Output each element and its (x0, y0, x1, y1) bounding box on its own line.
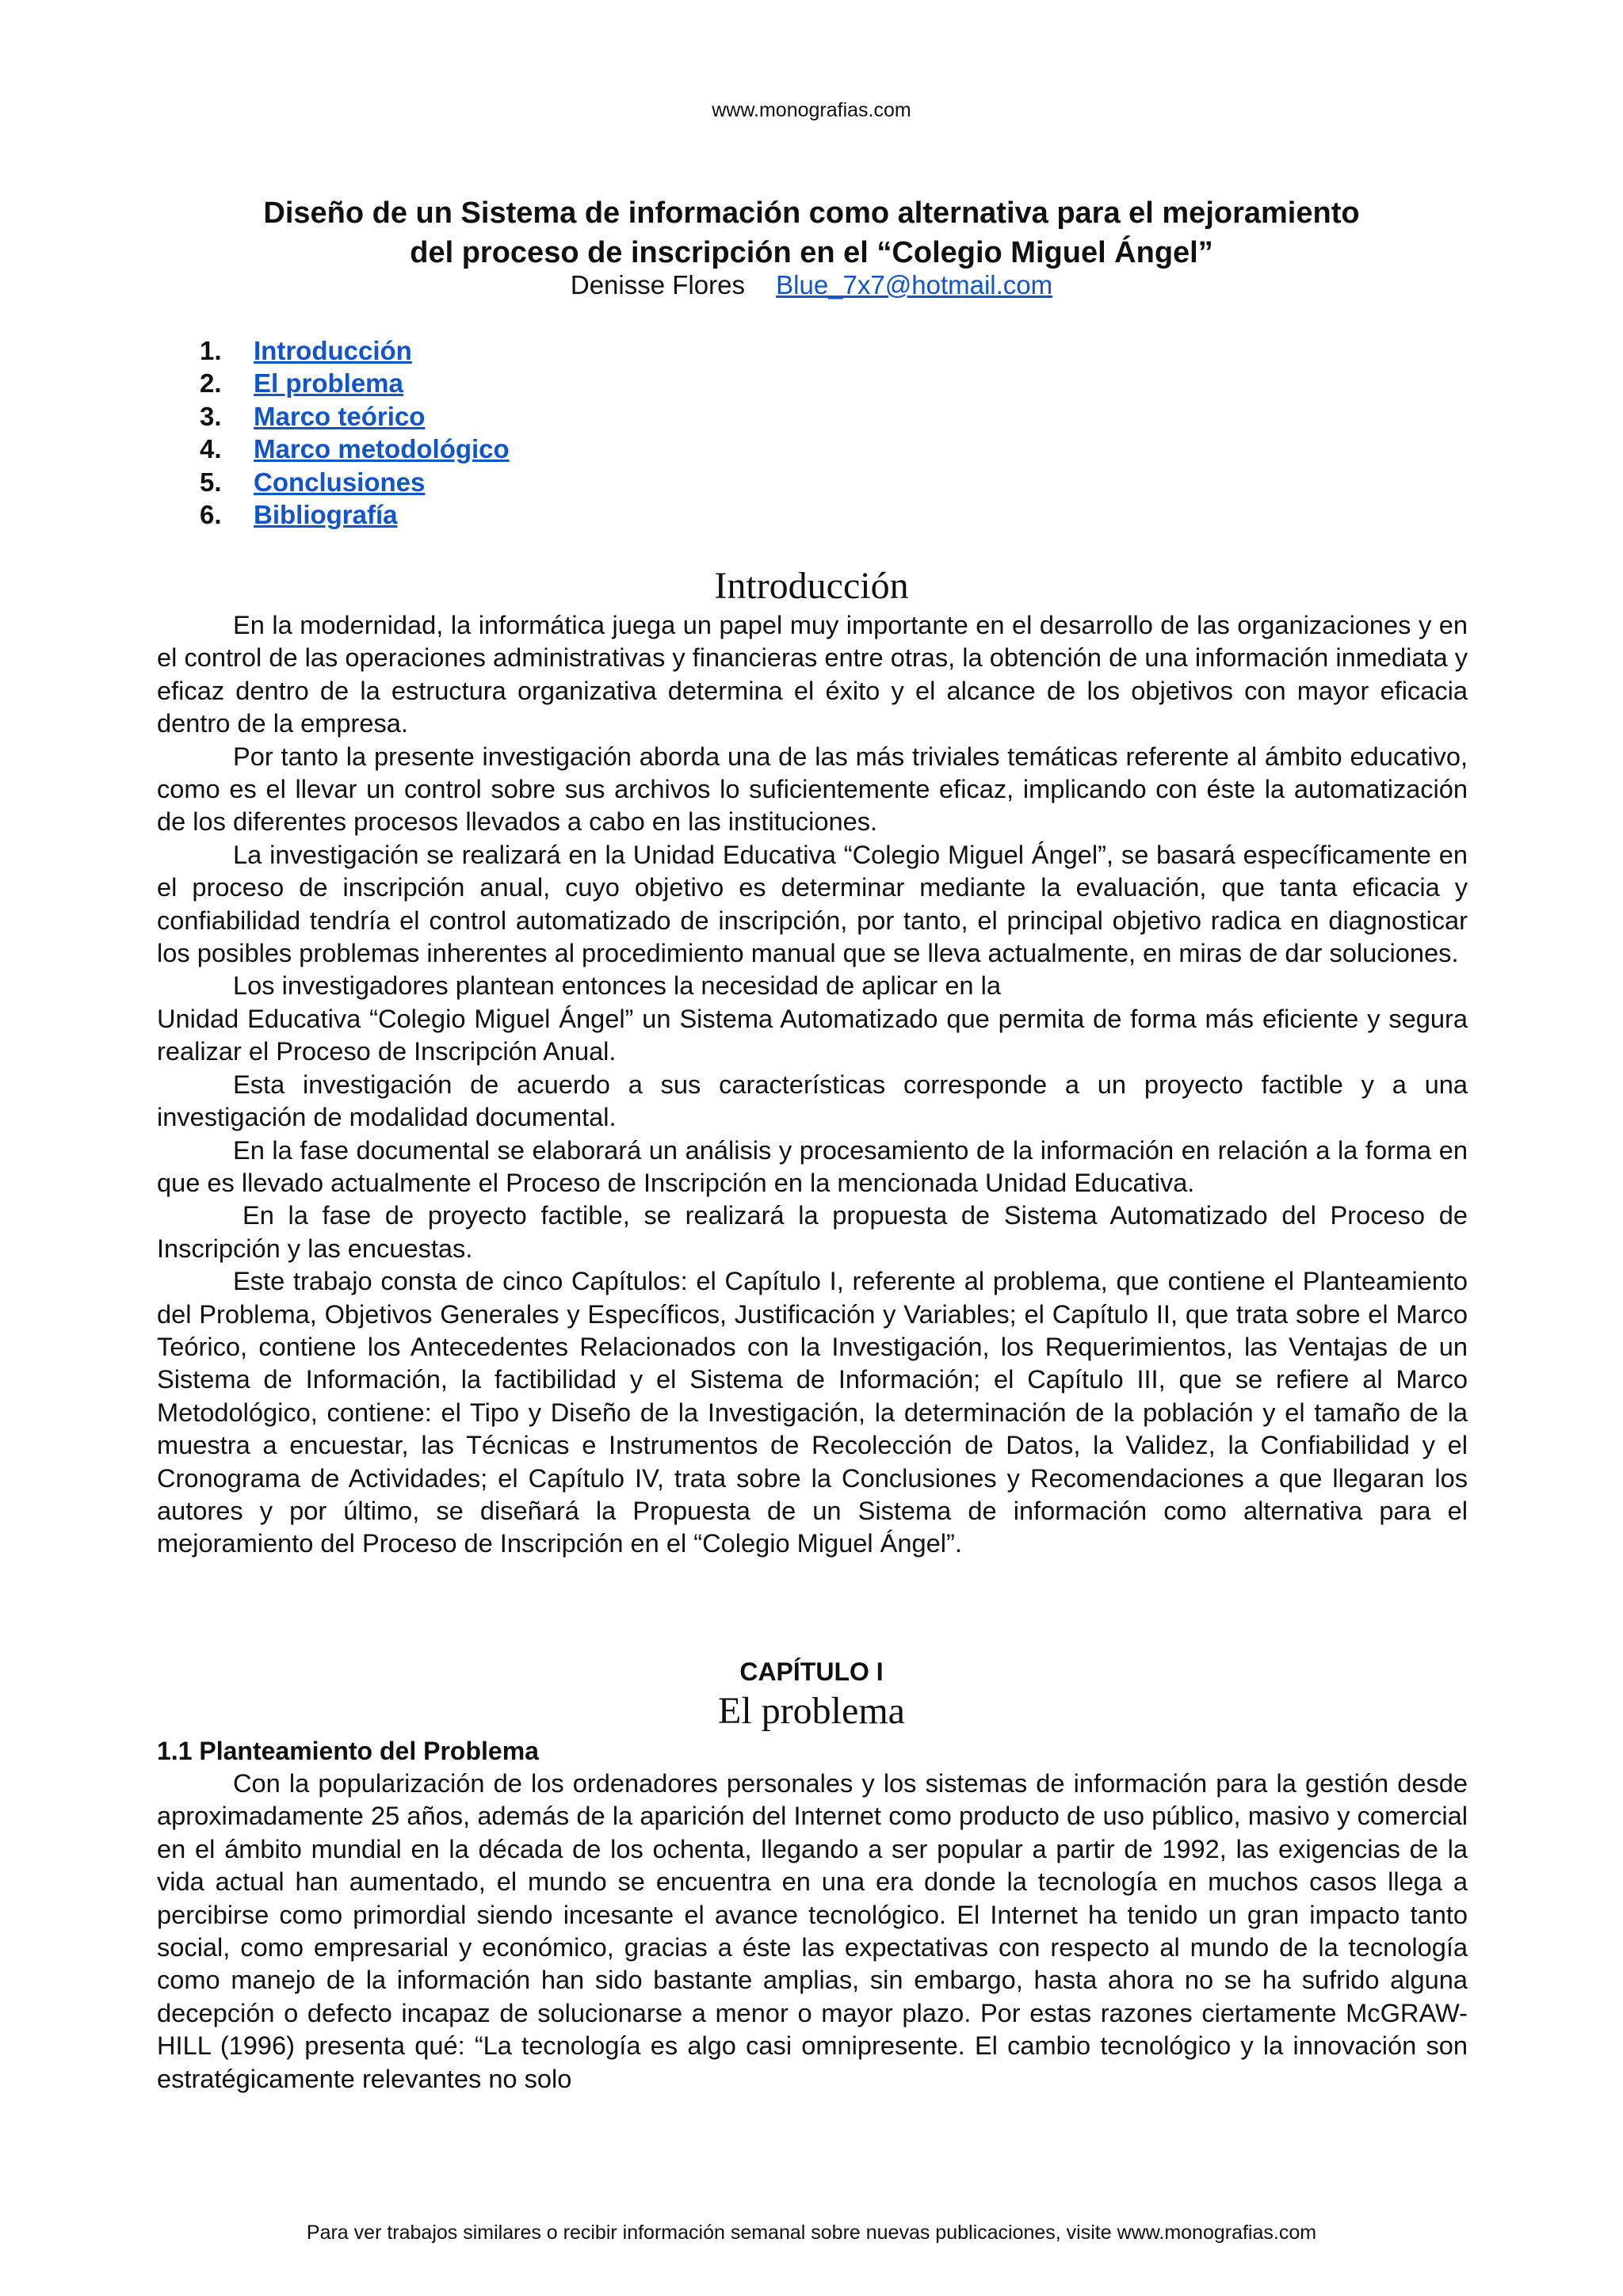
chapter-heading: El problema (718, 1690, 905, 1732)
intro-paragraph: Este trabajo consta de cinco Capítulos: el Capítulo I, referente al problema, que contiene el Planteamiento del Problema, Objetivos Generales y Específicos, Justificación y Variables; el Capítulo II, que trata sobre el Marco Teórico, contiene los Antecedentes Relacionados con la Investigación, los Requerimientos, las Ventajas de un Sistema de Información, la factibilidad y el Sistema de Información; el Capítulo III, que se refiere al Marco Metodológico, contiene: el Tipo y Diseño de la Investigación, la determinación de la población y el tamaño de la muestra a encuestar, las Técnicas e Instrumentos de Recolección de Datos, la Validez, la Confiabilidad y el Cronograma de Actividades; el Capítulo IV, trata sobre la Conclusiones y Recomendaciones a que llegaran los autores y por último, se diseñará la Propuesta de un Sistema de información como alternativa para el mejoramiento del Proceso de Inscripción en el “Colegio Miguel Ángel”. (157, 1266, 1468, 1558)
toc-number: 4. (200, 434, 222, 464)
subsection-title: 1.1 Planteamiento del Problema (157, 1737, 539, 1765)
toc-item (200, 498, 510, 531)
chapter-body (157, 1767, 1468, 2095)
intro-paragraph: Unidad Educativa “Colegio Miguel Ángel” un Sistema Automatizado que permita de forma más eficiente y segura realizar el Proceso de Inscripción Anual. (157, 1003, 1468, 1066)
intro-paragraph: Esta investigación de acuerdo a sus características corresponde a un proyecto factible y a una investigación de modalidad documental. (157, 1069, 1468, 1132)
intro-heading: Introducción (714, 565, 909, 607)
table-of-contents (200, 334, 510, 531)
toc-number: 6. (200, 500, 222, 530)
toc-item (200, 466, 510, 498)
toc-link-marco-metodologico[interactable]: Marco metodológico (254, 434, 510, 464)
toc-item (200, 367, 510, 399)
intro-paragraph: Por tanto la presente investigación aborda una de las más triviales temáticas referente al ámbito educativo, como es el llevar un control sobre sus archivos lo suficientemente eficaz, implicando con éste la automatización de los diferentes procesos llevados a cabo en las instituciones. (157, 741, 1468, 837)
intro-body (157, 608, 1468, 1560)
chapter-label: CAPÍTULO I (739, 1657, 884, 1686)
toc-item (200, 334, 510, 367)
toc-number: 1. (200, 336, 222, 365)
toc-number: 2. (200, 368, 222, 399)
intro-paragraph: En la modernidad, la informática juega un papel muy importante en el desarrollo de las organizaciones y en el control de las operaciones administrativas y financieras entre otras, la obtención de una información inmediata y eficaz dentro de la estructura organizativa determina el éxito y el alcance de los objetivos con mayor eficacia dentro de la empresa. (157, 610, 1468, 738)
document-title (119, 193, 1504, 273)
page-footer: Para ver trabajos similares o recibir información semanal sobre nuevas publicaciones, visite www.monografias.com (306, 2222, 1317, 2244)
toc-item (200, 433, 510, 465)
title-line-1: Diseño de un Sistema de información como alternativa para el mejoramiento (263, 196, 1360, 230)
intro-paragraph: La investigación se realizará en la Unidad Educativa “Colegio Miguel Ángel”, se basará específicamente en el proceso de inscripción anual, cuyo objetivo es determinar mediante la evaluación, que tanta eficacia y confiabilidad tendría el control automatizado de inscripción, por tanto, el principal objetivo radica en diagnosticar los posibles problemas inherentes al procedimiento manual que se lleva actualmente, en miras de dar soluciones. (157, 839, 1468, 968)
toc-link-bibliografia[interactable]: Bibliografía (254, 500, 398, 530)
toc-number: 3. (200, 401, 222, 431)
title-line-2: del proceso de inscripción en el “Colegio Miguel Ángel” (410, 236, 1213, 269)
toc-link-el-problema[interactable]: El problema (254, 368, 403, 399)
author-line (0, 268, 1623, 303)
chapter-paragraph: Con la popularización de los ordenadores personales y los sistemas de información para la gestión desde aproximadamente 25 años, además de la aparición del Internet como producto de uso público, masivo y comercial en el ámbito mundial en la década de los ochenta, llegando a ser popular a partir de 1992, las exigencias de la vida actual han aumentado, el mundo se encuentra en una era donde la tecnología en muchos casos llega a percibirse como primordial siendo incesante el avance tecnológico. El Internet ha tenido un gran impacto tanto social, como empresarial y económico, gracias a éste las expectativas con respecto al mundo de la tecnología como manejo de la información han sido bastante amplias, sin embargo, hasta ahora no se ha sufrido alguna decepción o defecto incapaz de solucionarse a menor o mayor plazo. Por estas razones ciertamente McGRAW-HILL (1996) presenta qué: “La tecnología es algo casi omnipresente. El cambio tecnológico y la innovación son estratégicamente relevantes no solo (157, 1768, 1468, 2093)
intro-paragraph: En la fase documental se elaborará un análisis y procesamiento de la información en relación a la forma en que es llevado actualmente el Proceso de Inscripción en la mencionada Unidad Educativa. (157, 1135, 1468, 1197)
toc-item (200, 400, 510, 433)
toc-link-marco-teorico[interactable]: Marco teórico (254, 401, 426, 431)
toc-number: 5. (200, 467, 222, 497)
intro-paragraph: En la fase de proyecto factible, se realizará la propuesta de Sistema Automatizado del Proceso de Inscripción y las encuestas. (157, 1200, 1468, 1263)
toc-link-conclusiones[interactable]: Conclusiones (254, 467, 426, 497)
author-name: Denisse Flores (570, 270, 745, 299)
site-url-header: www.monografias.com (712, 99, 911, 121)
intro-paragraph: Los investigadores plantean entonces la necesidad de aplicar en la (233, 971, 1001, 1001)
author-email-link[interactable]: Blue_7x7@hotmail.com (776, 270, 1053, 299)
toc-link-introduccion[interactable]: Introducción (254, 336, 412, 365)
